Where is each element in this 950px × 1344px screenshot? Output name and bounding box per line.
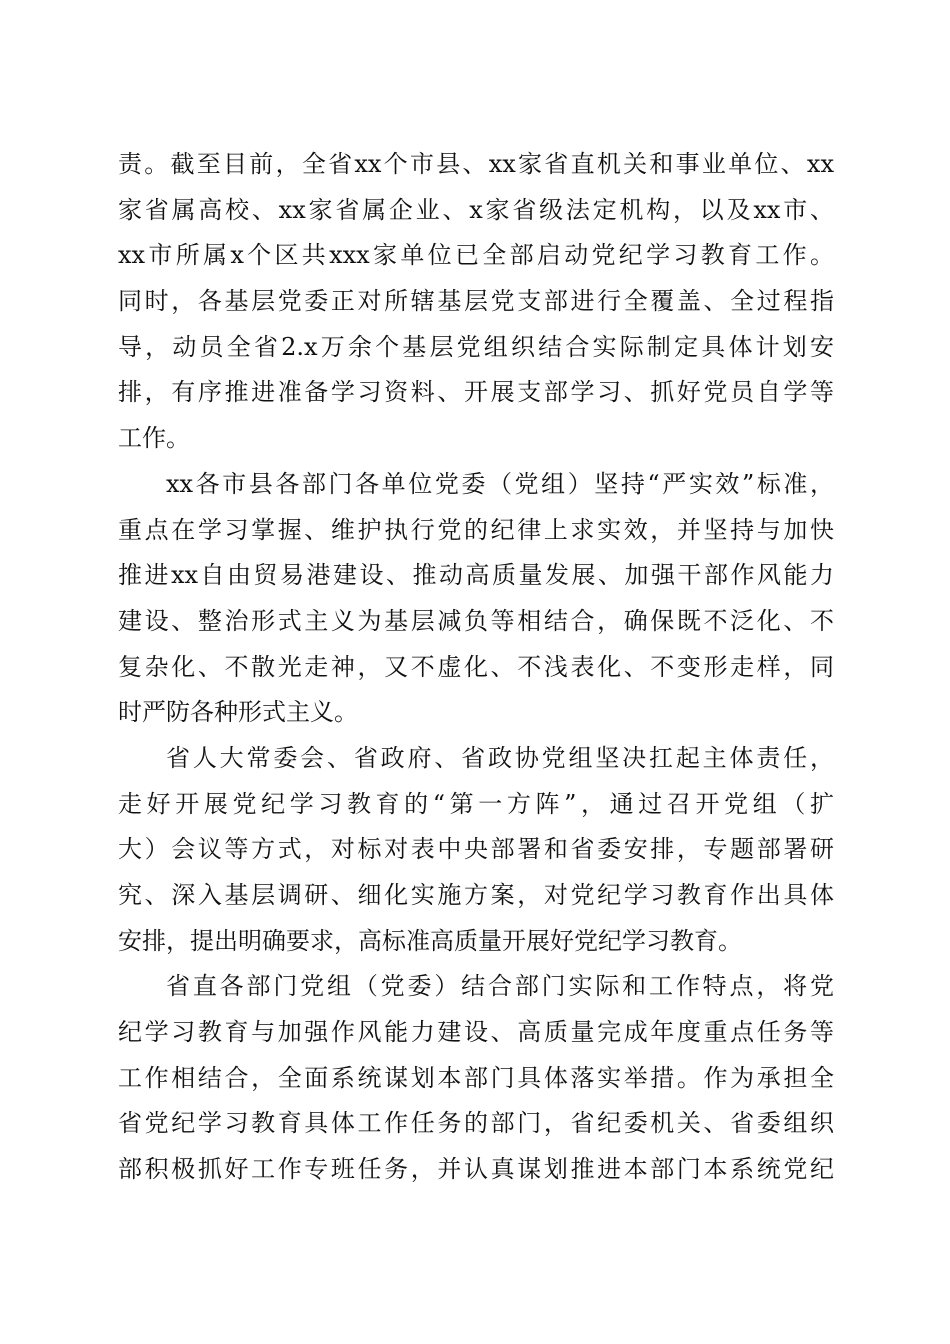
text-line: 省直各部门党组（党委）结合部门实际和工作特点，将党 (166, 972, 834, 1001)
text-line: 同时，各基层党委正对所辖基层党支部进行全覆盖、全过程指 (118, 287, 834, 316)
text-line: xx市所属x个区共xxx家单位已全部启动党纪学习教育工作。 (118, 241, 834, 270)
text-line: xx各市县各部门各单位党委（党组）坚持“严实效”标准， (166, 469, 834, 498)
text-line: 究、深入基层调研、细化实施方案，对党纪学习教育作出具体 (118, 881, 834, 909)
text-line: 走好开展党纪学习教育的“第一方阵”，通过召开党组（扩 (118, 789, 834, 818)
document-body (118, 142, 834, 1193)
text-line: 导，动员全省2.x万余个基层党组织结合实际制定具体计划安 (118, 332, 834, 361)
text-line: 复杂化、不散光走神，又不虚化、不浅表化、不变形走样，同 (118, 652, 834, 681)
text-line: 责。截至目前，全省xx个市县、xx家省直机关和事业单位、xx (118, 150, 834, 178)
text-line: 安排，提出明确要求，高标准高质量开展好党纪学习教育。 (118, 926, 742, 955)
text-line: 排，有序推进准备学习资料、开展支部学习、抓好党员自学等 (118, 378, 834, 407)
paragraph (118, 462, 834, 736)
text-line: 大）会议等方式，对标对表中央部署和省委安排，专题部署研 (118, 835, 834, 864)
text-line: 建设、整治形式主义为基层减负等相结合，确保既不泛化、不 (118, 606, 834, 635)
paragraph (118, 964, 834, 1192)
text-line: 推进xx自由贸易港建设、推动高质量发展、加强干部作风能力 (118, 561, 834, 590)
paragraph (118, 142, 834, 462)
text-line: 家省属高校、xx家省属企业、x家省级法定机构，以及xx市、 (118, 195, 834, 224)
text-line: 省党纪学习教育具体工作任务的部门，省纪委机关、省委组织 (118, 1109, 834, 1138)
text-line: 部积极抓好工作专班任务，并认真谋划推进本部门本系统党纪 (118, 1155, 834, 1184)
text-line: 省人大常委会、省政府、省政协党组坚决扛起主体责任， (166, 743, 834, 772)
text-line: 工作。 (118, 424, 190, 453)
text-line: 纪学习教育与加强作风能力建设、高质量完成年度重点任务等 (118, 1018, 834, 1047)
text-line: 时严防各种形式主义。 (118, 698, 358, 727)
text-line: 工作相结合，全面系统谋划本部门具体落实举措。作为承担全 (118, 1063, 834, 1092)
text-line: 重点在学习掌握、维护执行党的纪律上求实效，并坚持与加快 (118, 515, 834, 544)
paragraph (118, 736, 834, 964)
